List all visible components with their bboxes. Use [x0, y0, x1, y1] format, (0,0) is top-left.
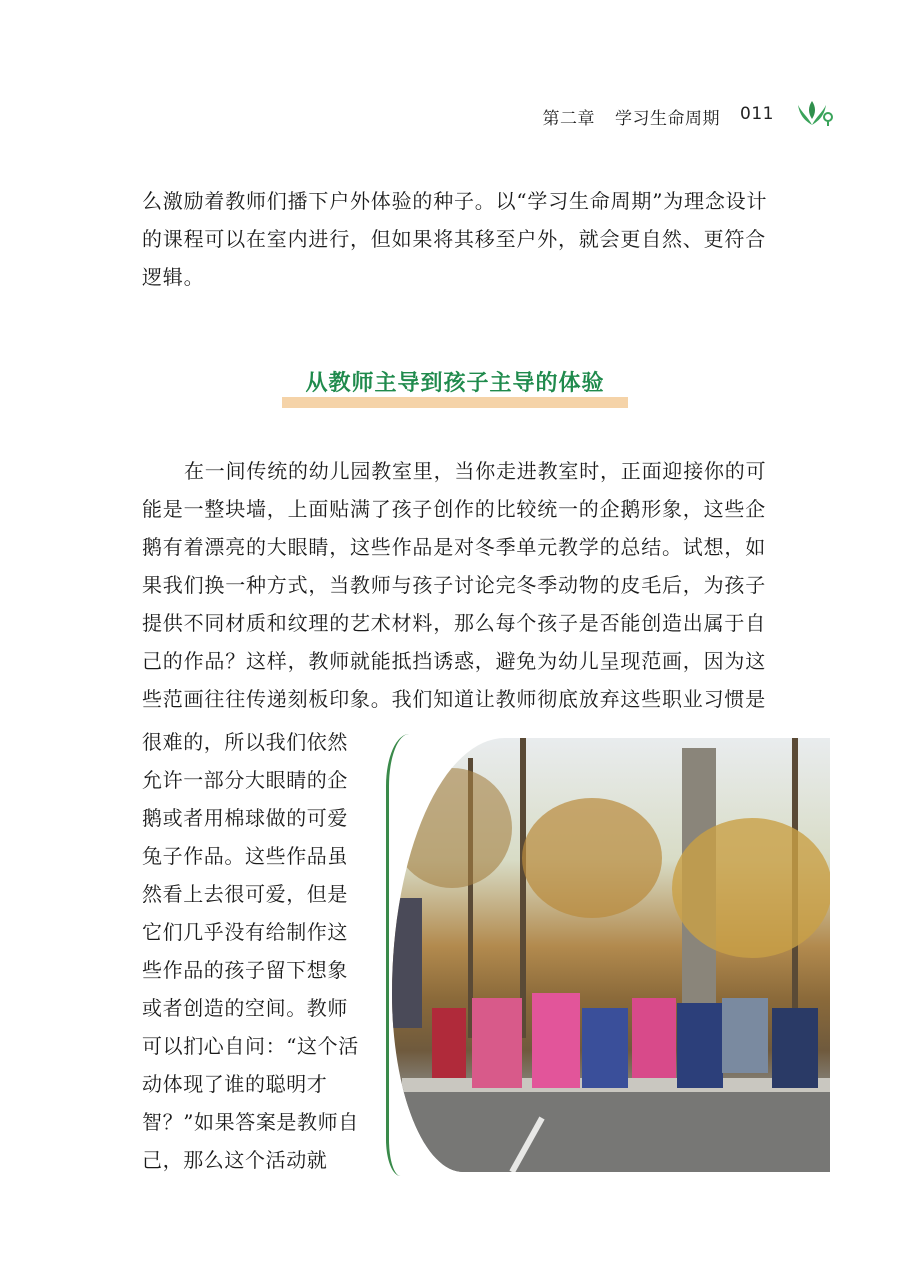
chapter-title: 学习生命周期	[615, 109, 721, 129]
running-header	[543, 104, 774, 129]
plant-logo-icon	[794, 97, 834, 129]
page-number: 011	[740, 104, 774, 124]
heading-underline	[282, 397, 628, 408]
section-heading-block	[282, 362, 628, 412]
section-heading: 从教师主导到孩子主导的体验	[305, 371, 605, 396]
paragraph-2	[142, 452, 772, 718]
photo-illustration	[392, 738, 830, 1172]
paragraph-1: 么激励着教师们播下户外体验的种子。以“学习生命周期”为理念设计的课程可以在室内进行，但如果将其移至户外，就会更自然、更符合逻辑。	[142, 189, 768, 289]
paragraph-2-text: 在一间传统的幼儿园教室里，当你走进教室时，正面迎接你的可能是一整块墙，上面贴满了孩子创作的比较统一的企鹅形象，这些企鹅有着漂亮的大眼睛，这些作品是对冬季单元教学的总结。试想，如果我们换一种方式，当教师与孩子讨论完冬季动物的皮毛后，为孩子提供不同材质和纹理的艺术材料，那么每个孩子是否能创造出属于自己的作品？这样，教师就能抵挡诱惑，避免为幼儿呈现范画，因为这些范画往往传递刻板印象。我们知道让教师彻底放弃这些职业习惯是	[142, 459, 767, 711]
children-outdoor-photo	[392, 738, 830, 1172]
chapter-label: 第二章	[542, 109, 596, 129]
paragraph-3: 很难的，所以我们依然允许一部分大眼睛的企鹅或者用棉球做的可爱兔子作品。这些作品虽然看上去很可爱，但是它们几乎没有给制作这些作品的孩子留下想象或者创造的空间。教师可以扪心自问：“这个活动体现了谁的聪明才智？”如果答案是教师自己，那么这个活动就	[142, 730, 359, 1172]
